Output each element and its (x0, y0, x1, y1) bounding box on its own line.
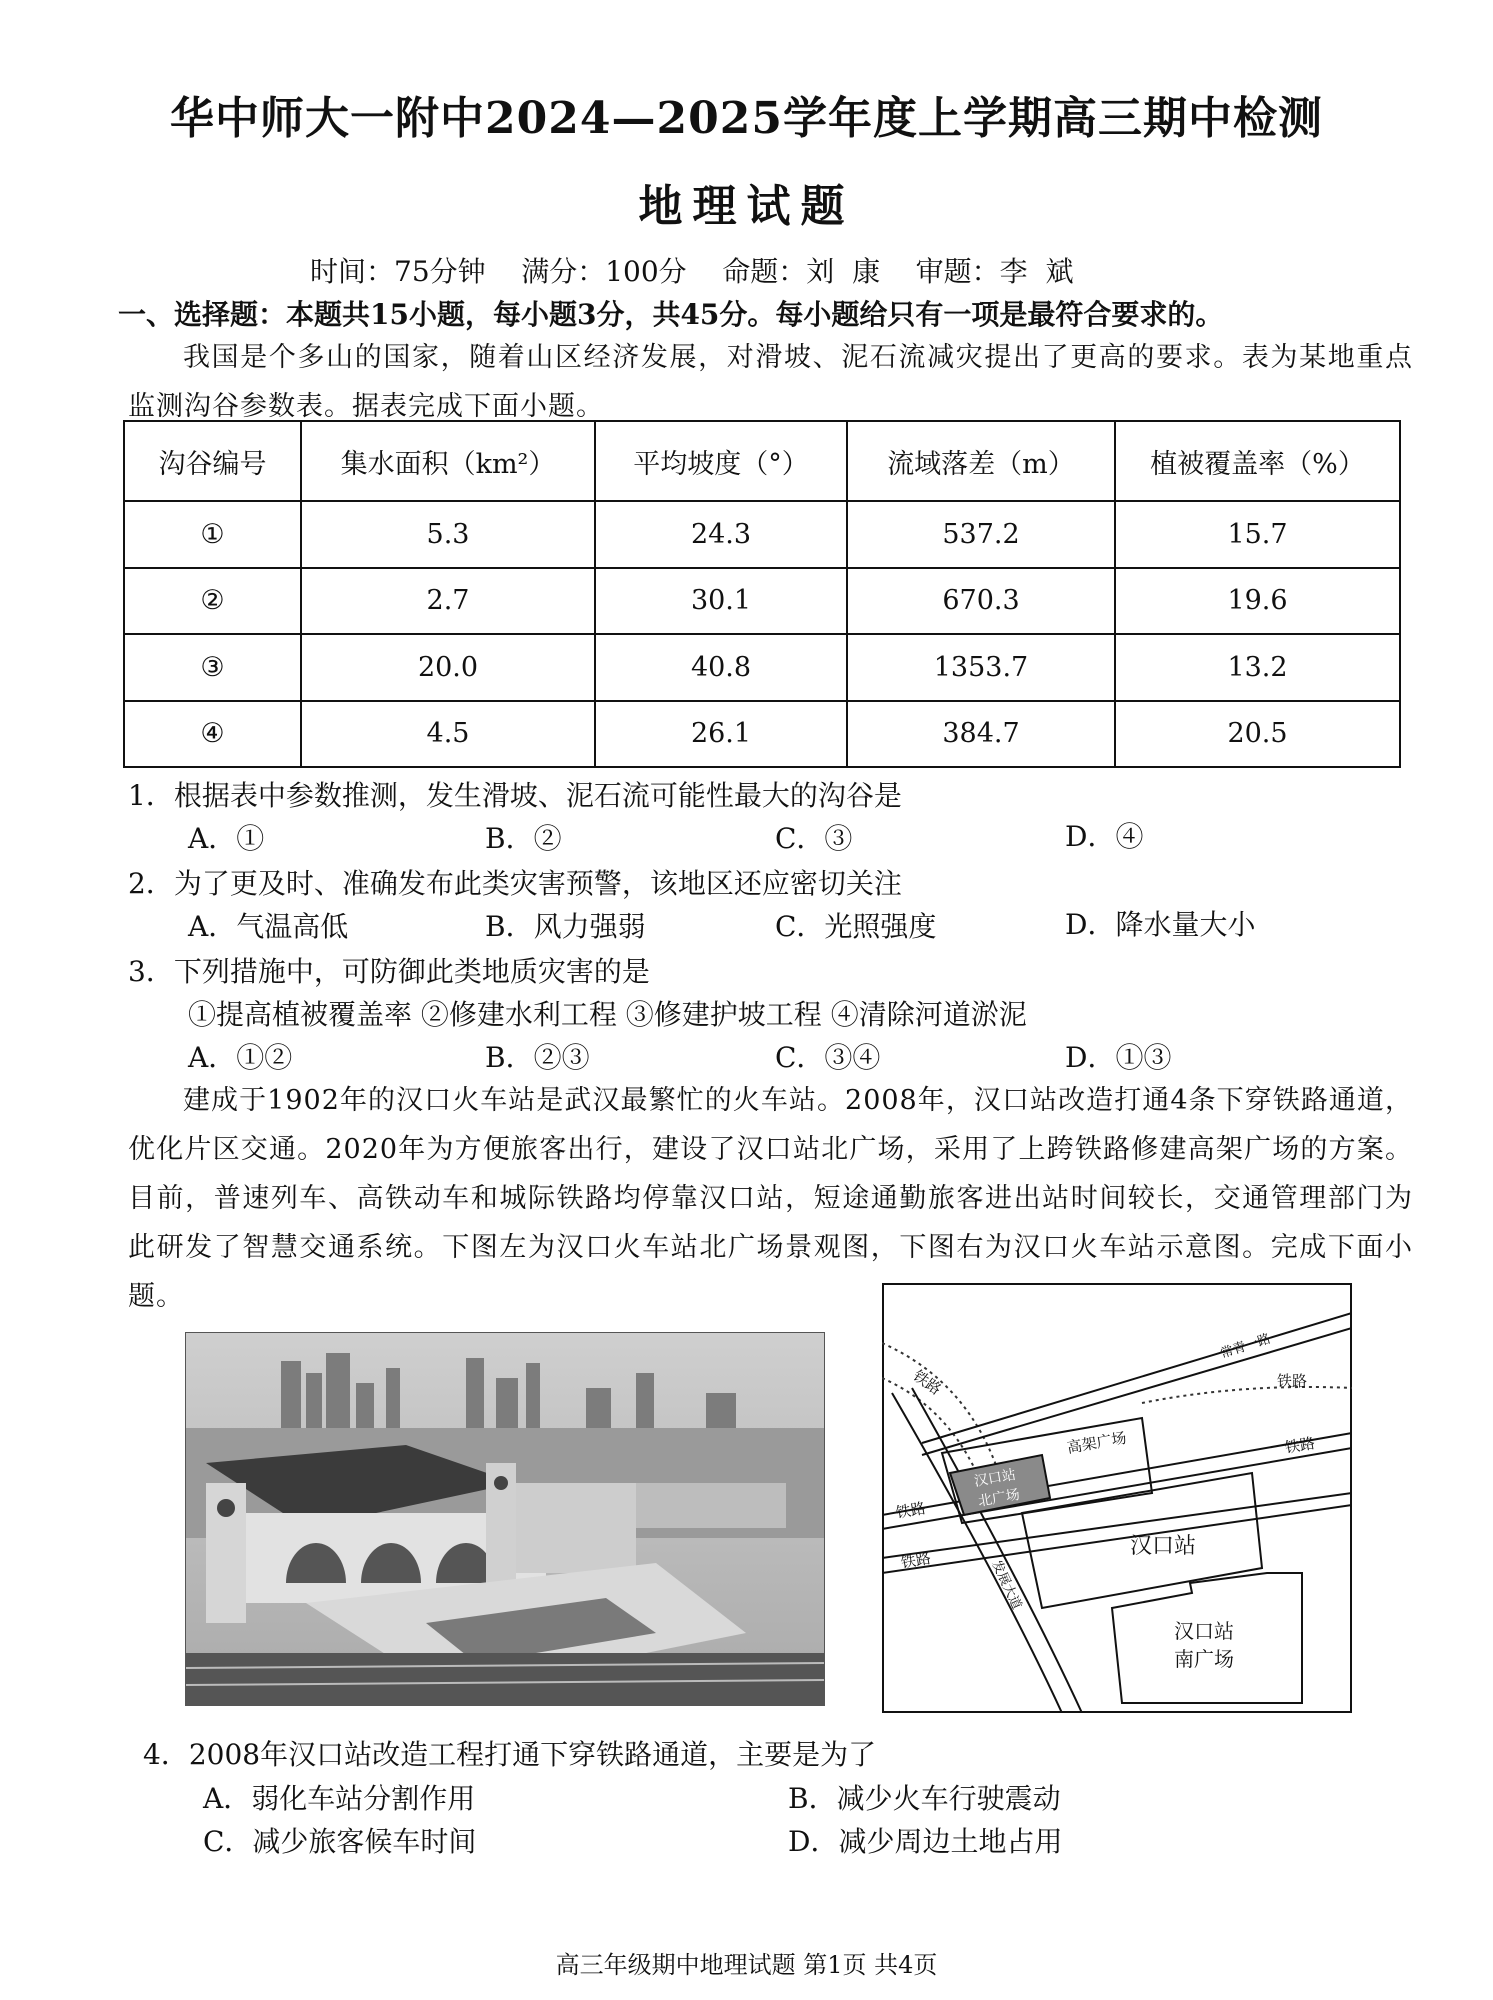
table-cell: 30.1 (595, 568, 847, 635)
map-label-road: 常青一路 (1218, 1331, 1273, 1362)
q3-option-c[interactable]: C．③④ (775, 1041, 881, 1074)
question-3-measures: ①提高植被覆盖率 ②修建水利工程 ③修建护坡工程 ④清除河道淤泥 (188, 998, 1027, 1031)
table-header-cell: 流域落差（m） (847, 421, 1115, 501)
table-cell: ④ (124, 701, 301, 768)
question-4-stem: 4．2008年汉口站改造工程打通下穿铁路通道，主要是为了 (143, 1738, 877, 1771)
page-footer: 高三年级期中地理试题 第1页 共4页 (555, 1951, 938, 1979)
table-header-cell: 平均坡度（°） (595, 421, 847, 501)
exam-title: 华中师大一附中2024—2025学年度上学期高三期中检测 (170, 93, 1323, 144)
table-row (124, 701, 1400, 768)
q1-option-b[interactable]: B．② (485, 822, 562, 855)
q3-option-b[interactable]: B．②③ (485, 1041, 590, 1074)
q1-option-a[interactable]: A．① (188, 822, 265, 855)
table-row (124, 568, 1400, 635)
table-cell: 19.6 (1115, 568, 1400, 635)
table-cell: 5.3 (301, 501, 595, 568)
table-header-cell: 集水面积（km²） (301, 421, 595, 501)
q2-option-a[interactable]: A．气温高低 (188, 910, 349, 943)
map-label-north-square: 北广场 (976, 1486, 1022, 1510)
table-cell: 384.7 (847, 701, 1115, 768)
table-header-cell: 植被覆盖率（%） (1115, 421, 1400, 501)
table-cell: 15.7 (1115, 501, 1400, 568)
map-label-station: 汉口站 (1130, 1534, 1197, 1559)
map-label-railway: 铁路 (899, 1549, 933, 1572)
table-cell: ① (124, 501, 301, 568)
q4-option-b[interactable]: B．减少火车行驶震动 (788, 1782, 1061, 1815)
exam-meta: 时间：75分钟 满分：100分 命题：刘 康 审题：李 斌 (310, 255, 1074, 288)
intro-paragraph: 我国是个多山的国家，随着山区经济发展，对滑坡、泥石流减灾提出了更高的要求。表为某地重点监测沟谷参数表。据表完成下面小题。 (128, 342, 1413, 422)
gully-parameter-table (123, 420, 1401, 768)
table-cell: 4.5 (301, 701, 595, 768)
section-heading: 一、选择题：本题共15小题，每小题3分，共45分。每小题给只有一项是最符合要求的。 (118, 298, 1224, 331)
q3-option-d[interactable]: D．①③ (1065, 1041, 1172, 1074)
table-header-cell: 沟谷编号 (124, 421, 301, 501)
table-cell: 537.2 (847, 501, 1115, 568)
table-row (124, 634, 1400, 701)
table-cell: 2.7 (301, 568, 595, 635)
q4-option-a[interactable]: A．弱化车站分割作用 (203, 1782, 476, 1815)
hankou-station-map (882, 1283, 1352, 1713)
table-cell: 13.2 (1115, 634, 1400, 701)
map-label-railway: 铁路 (894, 1499, 928, 1522)
map-label-railway: 铁路 (909, 1366, 945, 1399)
question-2-stem: 2．为了更及时、准确发布此类灾害预警，该地区还应密切关注 (128, 867, 902, 900)
hankou-passage: 建成于1902年的汉口火车站是武汉最繁忙的火车站。2008年，汉口站改造打通4条下穿铁路通道，优化片区交通。2020年为方便旅客出行，建设了汉口站北广场，采用了上跨铁路修建高架广场的方案。目前，普速列车、高铁动车和城际铁路均停靠汉口站，短途通勤旅客进出站时间较长，交通管理部门为此研发了智慧交通系统。下图左为汉口火车站北广场景观图，下图右为汉口火车站示意图。完成下面小题。 (128, 1085, 1413, 1312)
map-label-railway: 铁路 (1277, 1372, 1308, 1390)
table-header-row (124, 421, 1400, 501)
question-3-stem: 3．下列措施中，可防御此类地质灾害的是 (128, 955, 650, 988)
q3-option-a[interactable]: A．①② (188, 1041, 293, 1074)
q2-option-d[interactable]: D．降水量大小 (1065, 908, 1256, 941)
table-cell: 1353.7 (847, 634, 1115, 701)
table-cell: ③ (124, 634, 301, 701)
table-cell: 26.1 (595, 701, 847, 768)
station-landscape-illustration (186, 1333, 824, 1705)
q1-option-c[interactable]: C．③ (775, 822, 853, 855)
table-cell: 40.8 (595, 634, 847, 701)
table-cell: 24.3 (595, 501, 847, 568)
question-1-stem: 1．根据表中参数推测，发生滑坡、泥石流可能性最大的沟谷是 (128, 779, 902, 812)
table-cell: 670.3 (847, 568, 1115, 635)
map-label-north-square: 汉口站 (972, 1466, 1018, 1490)
q4-option-c[interactable]: C．减少旅客候车时间 (203, 1825, 477, 1858)
table-cell: 20.0 (301, 634, 595, 701)
exam-subtitle: 地理试题 (638, 181, 855, 232)
q1-option-d[interactable]: D．④ (1065, 820, 1144, 853)
map-label-elevated-square: 高架广场 (1065, 1428, 1128, 1457)
map-label-railway: 铁路 (1283, 1434, 1317, 1457)
q4-option-d[interactable]: D．减少周边土地占用 (788, 1825, 1063, 1858)
table-row (124, 501, 1400, 568)
map-label-south-square: 南广场 (1174, 1647, 1234, 1671)
map-label-south-square: 汉口站 (1174, 1619, 1234, 1643)
table-cell: ② (124, 568, 301, 635)
table-cell: 20.5 (1115, 701, 1400, 768)
station-schematic (882, 1283, 1352, 1713)
map-label-road: 发展大道 (988, 1558, 1024, 1612)
hankou-station-photo (185, 1332, 825, 1706)
q2-option-c[interactable]: C．光照强度 (775, 910, 937, 943)
q2-option-b[interactable]: B．风力强弱 (485, 910, 646, 943)
